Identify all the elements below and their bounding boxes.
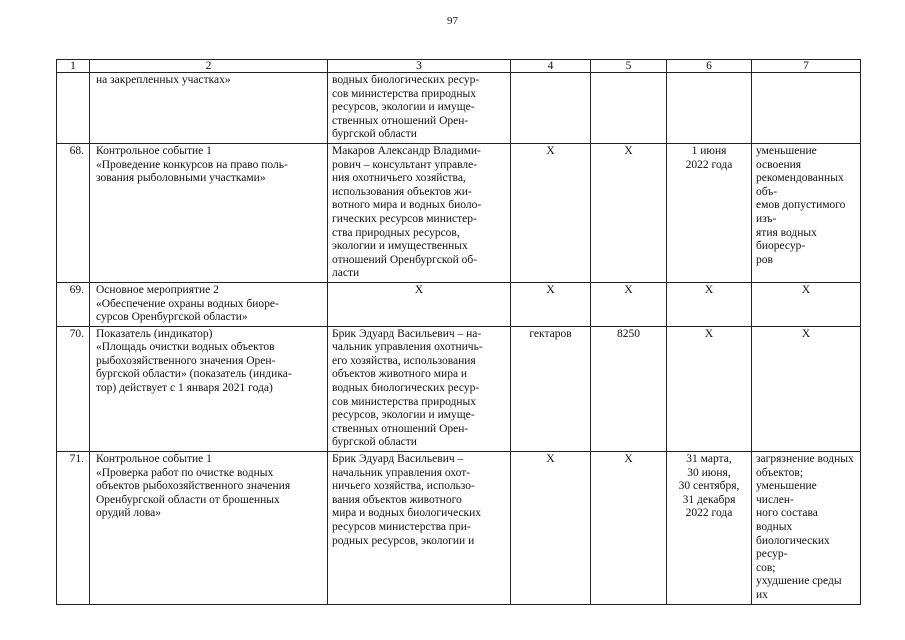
row-name: на закрепленных участках» <box>90 73 328 144</box>
row-name: Показатель (индикатор) «Площадь очистки водных объектов рыбохозяйственного значения Орен- бургской области» (показатель (индика- тор) действует с 1 января 2021 года) <box>90 326 328 451</box>
row-name: Контрольное событие 1 «Проведение конкурсов на право поль- зования рыболовными участками» <box>90 143 328 282</box>
row-date: 1 июня 2022 года <box>667 143 752 282</box>
row-risk: Х <box>752 282 861 326</box>
row-number <box>57 73 90 144</box>
column-header: 5 <box>591 60 667 73</box>
row-risk <box>752 73 861 144</box>
row-value: Х <box>591 452 667 605</box>
row-risk: загрязнение водных объектов; уменьшение числен- ного состава водных биологических ресур- сов; ухудшение среды их <box>752 452 861 605</box>
row-unit: гектаров <box>511 326 591 451</box>
row-date: Х <box>667 282 752 326</box>
row-name: Основное мероприятие 2 «Обеспечение охраны водных биоре- сурсов Оренбургской области» <box>90 282 328 326</box>
column-header: 2 <box>90 60 328 73</box>
row-unit: Х <box>511 452 591 605</box>
page-number: 97 <box>447 15 458 27</box>
row-responsible: Макаров Александр Владими- рович – консультант управле- ния охотничьего хозяйства, использования объектов жи- вотного мира и водных биоло- гических ресурсов министер- ства природных ресурсов, экологии и имущественных отношений Оренбургской об- ласти <box>328 143 511 282</box>
row-risk: Х <box>752 326 861 451</box>
row-number: 69. <box>57 282 90 326</box>
table-header-row <box>57 60 861 73</box>
row-value <box>591 73 667 144</box>
table-row <box>57 326 861 451</box>
row-unit: Х <box>511 282 591 326</box>
table-row <box>57 73 861 144</box>
row-number: 68. <box>57 143 90 282</box>
row-date: Х <box>667 326 752 451</box>
row-number: 71. <box>57 452 90 605</box>
row-responsible: водных биологических ресур- сов министерства природных ресурсов, экологии и имуще- ственных отношений Орен- бургской области <box>328 73 511 144</box>
table-row <box>57 282 861 326</box>
row-value: 8250 <box>591 326 667 451</box>
row-responsible: Брик Эдуард Васильевич – начальник управления охот- ничьего хозяйства, использо- вания объектов животного мира и водных биологических ресурсов министерства при- родных ресурсов, экологии и <box>328 452 511 605</box>
row-unit: Х <box>511 143 591 282</box>
column-header: 1 <box>57 60 90 73</box>
row-unit <box>511 73 591 144</box>
column-header: 3 <box>328 60 511 73</box>
row-responsible: Х <box>328 282 511 326</box>
column-header: 4 <box>511 60 591 73</box>
row-risk: уменьшение освоения рекомендованных объ- емов допустимого изъ- ятия водных биоресур- ров <box>752 143 861 282</box>
table-row <box>57 143 861 282</box>
program-table <box>56 59 861 605</box>
table-row <box>57 452 861 605</box>
column-header: 6 <box>667 60 752 73</box>
column-header: 7 <box>752 60 861 73</box>
row-value: Х <box>591 143 667 282</box>
row-date <box>667 73 752 144</box>
row-value: Х <box>591 282 667 326</box>
row-number: 70. <box>57 326 90 451</box>
row-name: Контрольное событие 1 «Проверка работ по очистке водных объектов рыбохозяйственного значения Оренбургской области от брошенных орудий лова» <box>90 452 328 605</box>
row-responsible: Брик Эдуард Васильевич – на- чальник управления охотничь- его хозяйства, использования объектов животного мира и водных биологических ресур- сов министерства природных ресурсов, экологии и имуще- ственных отношений Орен- бургской области <box>328 326 511 451</box>
row-date: 31 марта, 30 июня, 30 сентября, 31 декабря 2022 года <box>667 452 752 605</box>
